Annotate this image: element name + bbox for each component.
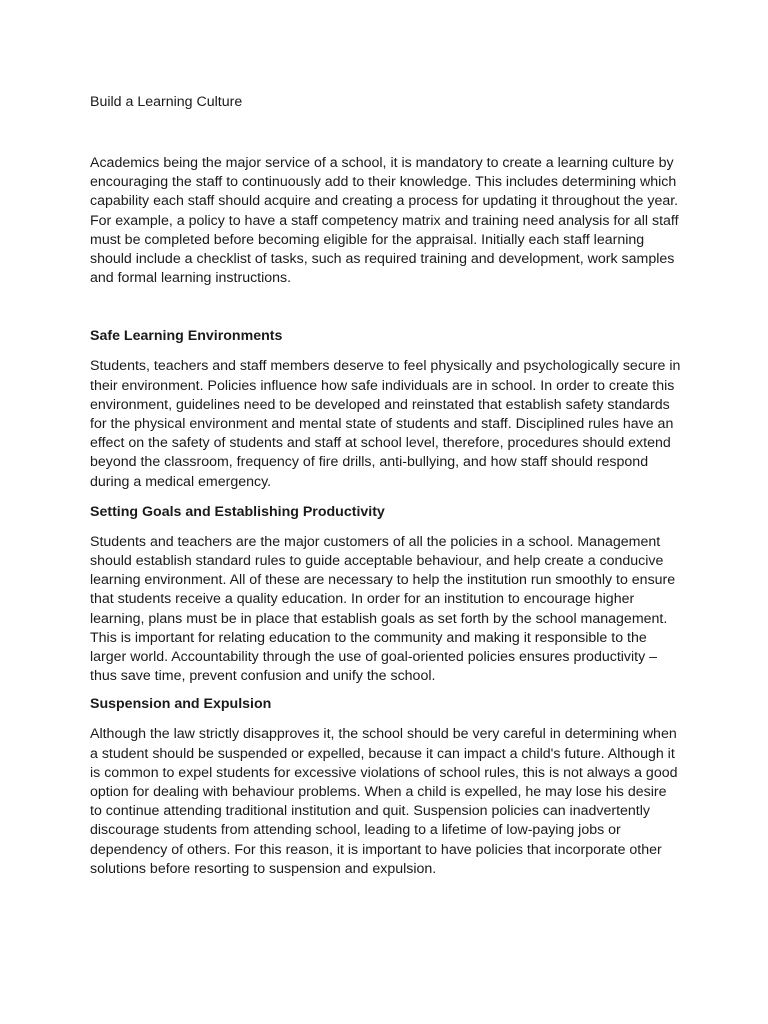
section-heading-suspension: Suspension and Expulsion [90, 696, 272, 713]
section-heading-safe-learning: Safe Learning Environments [90, 328, 283, 345]
section-body-setting-goals: Students and teachers are the major customers of all the policies in a school. Management should establish standard rules to guide acceptable behaviour, and help create a conducive learning environment. All of these are necessary to help the institution run smoothly to ensure that students receive a quality education. In order for an institution to encourage higher learning, plans must be in place that establish goals as set forth by the school management. This is important for relating education to the community and making it responsible to the larger world. Accountability through the use of goal-oriented policies ensures productivity – thus save time, prevent confusion and unify the school. [90, 533, 676, 685]
document-title: Build a Learning Culture [90, 94, 243, 110]
section-body-suspension: Although the law strictly disapproves it, the school should be very careful in determining when a student should be suspended or expelled, because it can impact a child's future. Although it is common to expel students for excessive violations of school rules, this is not always a good option for dealing with behaviour problems. When a child is expelled, he may lose his desire to continue attending traditional institution and quit. Suspension policies can inadvertently discourage students from attending school, leading to a lifetime of low-paying jobs or dependency of others. For this reason, it is important to have policies that incorporate other solutions before resorting to suspension and expulsion. [90, 726, 678, 877]
section-body-safe-learning: Students, teachers and staff members deserve to feel physically and psychologically secure in their environment. Policies influence how safe individuals are in school. In order to create this environment, guidelines need to be developed and reinstated that establish safety standards for the physical environment and mental state of students and staff. Disciplined rules have an effect on the safety of students and staff at school level, therefore, procedures should extend beyond the classroom, frequency of fire drills, anti-bullying, and how staff should respond during a medical emergency. [90, 358, 681, 490]
document-page [90, 93, 682, 879]
section-heading-setting-goals: Setting Goals and Establishing Productivity [90, 503, 385, 520]
intro-paragraph: Academics being the major service of a school, it is mandatory to create a learning culture by encouraging the staff to continuously add to their knowledge. This includes determining which capability each staff should acquire and creating a process for updating it throughout the year. For example, a policy to have a staff competency matrix and training need analysis for all staff must be completed before becoming eligible for the appraisal. Initially each staff learning should include a checklist of tasks, such as required training and development, work samples and formal learning instructions. [90, 155, 679, 287]
